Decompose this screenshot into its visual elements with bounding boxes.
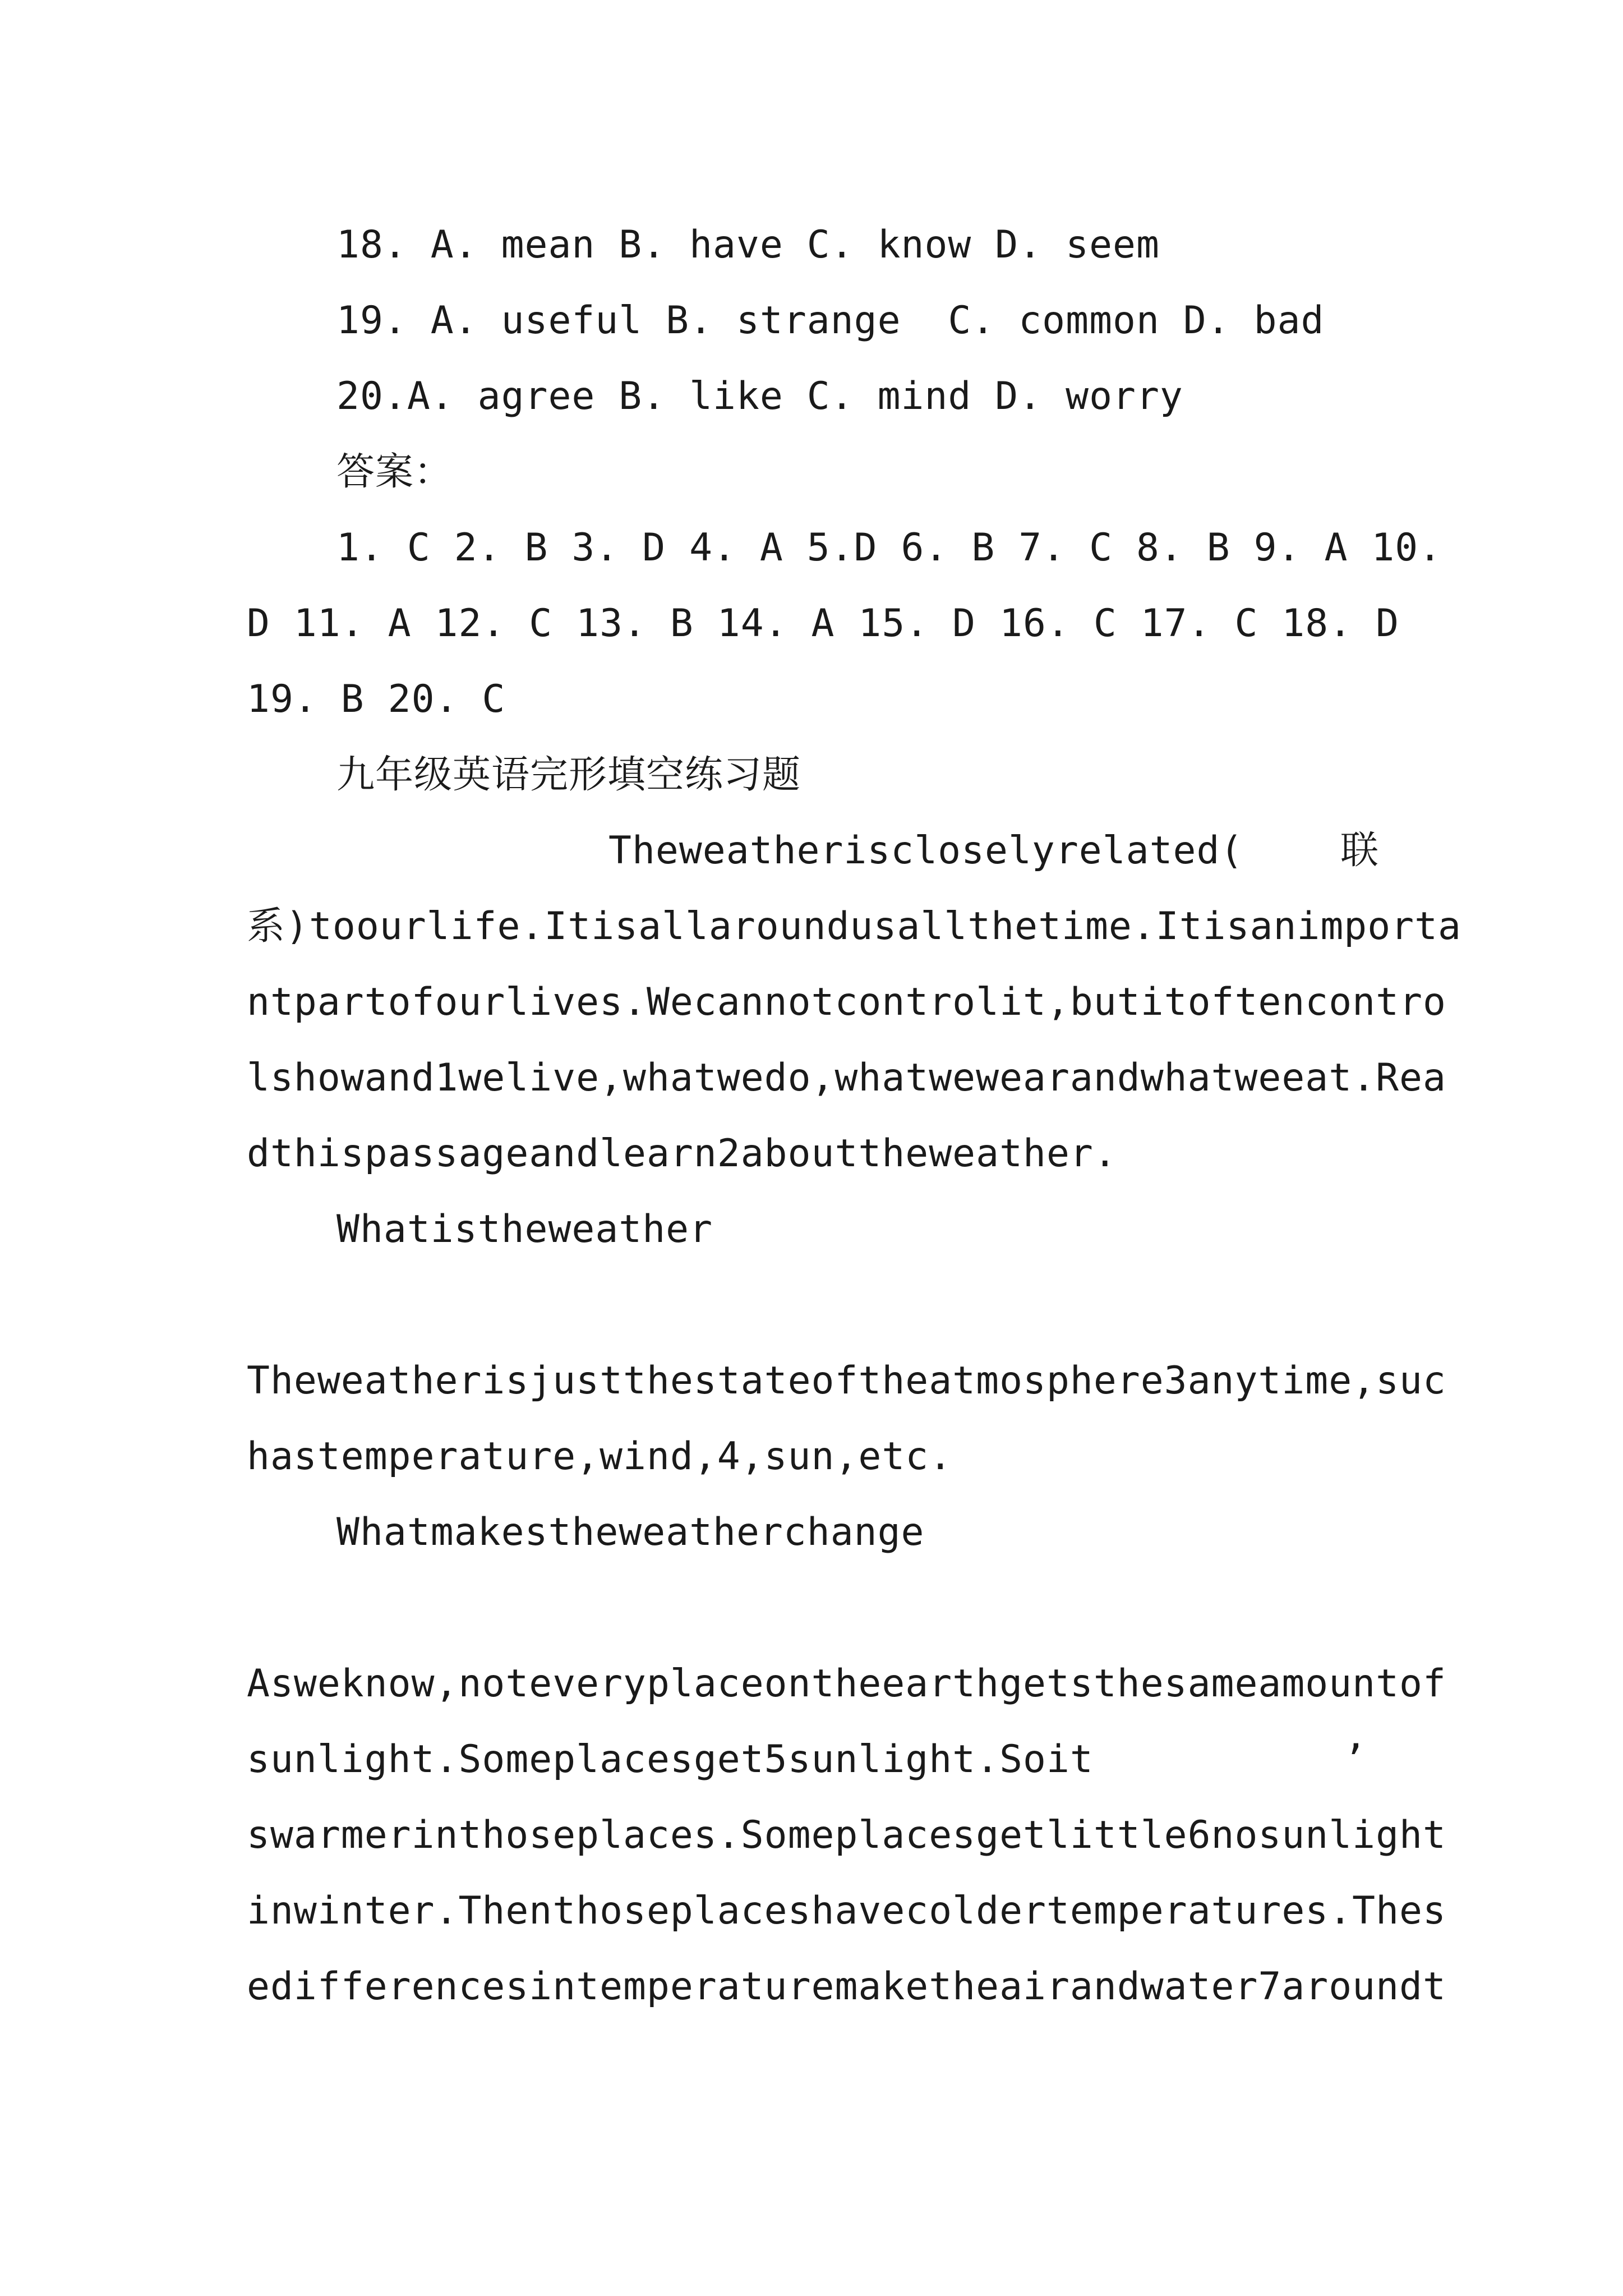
answers-heading: 答案： (336, 450, 453, 494)
section-title: 九年级英语完形填空练习题 (336, 753, 801, 797)
passage-p1-line3: ntpartofourlives.Wecannotcontrolit,butitoftencontro (247, 980, 1446, 1024)
passage-p3-line1: Asweknow,noteveryplaceontheearthgetsthesameamountof (247, 1662, 1446, 1706)
passage-p1-line1-left: Theweatheriscloselyrelated( (608, 829, 1244, 873)
passage-p3-line5: edifferencesintemperaturemaketheairandwater7aroundt (247, 1964, 1446, 2009)
passage-p1-line5: dthispassageandlearn2abouttheweather. (247, 1131, 1117, 1176)
passage-p2-line1: Theweatherisjustthestateoftheatmosphere3anytime,suc (247, 1359, 1446, 1403)
passage-p2-line2: hastemperature,wind,4,sun,etc. (247, 1434, 953, 1479)
passage-p3-line3: swarmerinthoseplaces.Someplacesgetlittle6nosunlight (247, 1813, 1446, 1857)
passage-heading-2: Whatmakestheweatherchange (336, 1510, 925, 1554)
question-18: 18. A. mean B. have C. know D. seem (336, 223, 1160, 267)
passage-p3-line2-right: ’ (1343, 1737, 1366, 1782)
passage-p1-line4: lshowand1welive,whatwedo,whatwewearandwhatweeat.Rea (247, 1056, 1446, 1100)
passage-heading-1: Whatistheweather (336, 1207, 713, 1251)
question-19: 19. A. useful B. strange C. common D. bad (336, 298, 1325, 343)
passage-p1-line2: 系)toourlife.Itisallaroundusallthetime.Itisanimporta (247, 904, 1461, 949)
passage-p1-line1-right: 联 (1340, 829, 1379, 873)
passage-p3-line2-left: sunlight.Someplacesget5sunlight.Soit (247, 1737, 1094, 1782)
answers-line-1: 1. C 2. B 3. D 4. A 5.D 6. B 7. C 8. B 9. A 10. (336, 526, 1442, 570)
answers-line-3: 19. B 20. C (247, 677, 506, 721)
passage-p3-line4: inwinter.Thenthoseplaceshavecoldertemperatures.Thes (247, 1889, 1446, 1933)
answers-line-2: D 11. A 12. C 13. B 14. A 15. D 16. C 17. C 18. D (247, 601, 1400, 646)
question-20: 20.A. agree B. like C. mind D. worry (336, 374, 1183, 418)
